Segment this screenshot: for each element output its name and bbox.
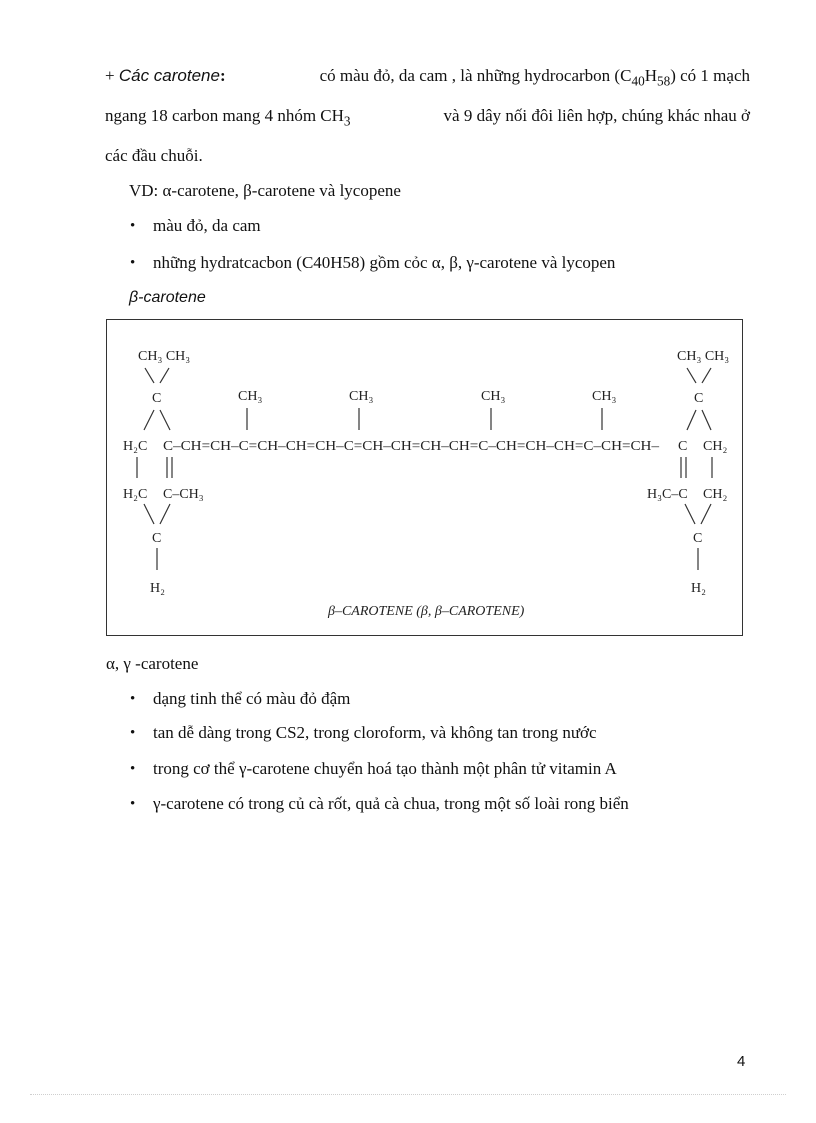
list-item: những hydratcacbon (C40H58) gồm cỏc α, β, γ-carotene và lycopen	[153, 253, 616, 272]
bullet-marker: •	[130, 725, 136, 741]
right-ring-c-mid: C	[678, 439, 688, 454]
bond	[160, 504, 170, 524]
beta-carotene-label: β-carotene	[129, 289, 206, 306]
intro-line-2-end: và 9 dây nối đôi liên hợp, chúng khác nhau ở	[443, 106, 750, 125]
footer-divider	[30, 1094, 786, 1095]
bond	[145, 368, 154, 383]
chain-methyl-2: CH₃	[349, 389, 374, 404]
right-ring-h3c-c: H₃C–C	[647, 487, 688, 502]
structure-diagram	[107, 320, 744, 637]
left-ring-h2c-lower: H₂C	[123, 487, 148, 502]
bond	[702, 368, 711, 383]
list-item: dạng tinh thể có màu đỏ đậm	[153, 689, 351, 708]
left-ring-h2-bottom: H₂	[150, 581, 165, 596]
page-number: 4	[737, 1053, 746, 1070]
left-gem-dimethyl: CH₃ CH₃	[138, 349, 191, 364]
list-item: γ-carotene có trong củ cà rốt, quả cà chua, trong một số loài rong biển	[153, 794, 629, 813]
left-ring-c-bottom: C	[152, 531, 162, 546]
example-line: VD: α-carotene, β-carotene và lycopene	[129, 181, 401, 200]
bond	[144, 504, 154, 524]
bond	[701, 504, 711, 524]
intro-line-2	[105, 105, 750, 127]
polyene-chain: C–CH=CH–C=CH–CH=CH–C=CH–CH=CH–CH=C–CH=CH–CH=C–CH=CH–	[163, 439, 661, 454]
intro-line-3: các đầu chuỗi.	[105, 146, 203, 165]
left-ring-c-ch3: C–CH₃	[163, 487, 204, 502]
bond	[160, 410, 170, 430]
bullet-marker: •	[130, 761, 136, 777]
list-item: trong cơ thể γ-carotene chuyển hoá tạo thành một phân tử vitamin A	[153, 759, 617, 778]
bullet-marker: •	[130, 218, 136, 234]
bond	[687, 368, 696, 383]
bond	[687, 410, 696, 430]
list-item: màu đỏ, da cam	[153, 216, 261, 235]
chain-methyl-4: CH₃	[592, 389, 617, 404]
right-ring-ch2-lower: CH₂	[703, 487, 728, 502]
figure-caption: β–CAROTENE (β, β–CAROTENE)	[328, 604, 525, 619]
list-item: tan dễ dàng trong CS2, trong cloroform, và không tan trong nước	[153, 723, 597, 742]
bond	[685, 504, 695, 524]
intro-term: + Các carotene:	[105, 66, 226, 85]
intro-line-2-start: ngang 18 carbon mang 4 nhóm $CH_3$	[105, 106, 351, 129]
bullet-marker: •	[130, 796, 136, 812]
right-ring-c-top: C	[694, 391, 704, 406]
right-ring-ch2-upper: CH₂	[703, 439, 728, 454]
beta-carotene-figure	[106, 319, 743, 636]
right-ring-c-bottom: C	[693, 531, 703, 546]
chain-methyl-1: CH₃	[238, 389, 263, 404]
right-ring-h2-bottom: H₂	[691, 581, 706, 596]
left-ring-h2c-upper: H₂C	[123, 439, 148, 454]
bond	[702, 410, 711, 430]
bullet-marker: •	[130, 691, 136, 707]
chain-methyl-3: CH₃	[481, 389, 506, 404]
left-ring-c-top: C	[152, 391, 162, 406]
bond	[144, 410, 154, 430]
bond	[160, 368, 169, 383]
alpha-gamma-carotene-label: α, γ -carotene	[106, 654, 199, 673]
intro-line-1	[105, 65, 750, 87]
intro-line-1-text: có màu đỏ, da cam , là những hydrocarbon $(C_{40}H_{58})$ có 1 mạch	[319, 66, 750, 89]
bullet-marker: •	[130, 255, 136, 271]
right-gem-dimethyl: CH₃ CH₃	[677, 349, 730, 364]
